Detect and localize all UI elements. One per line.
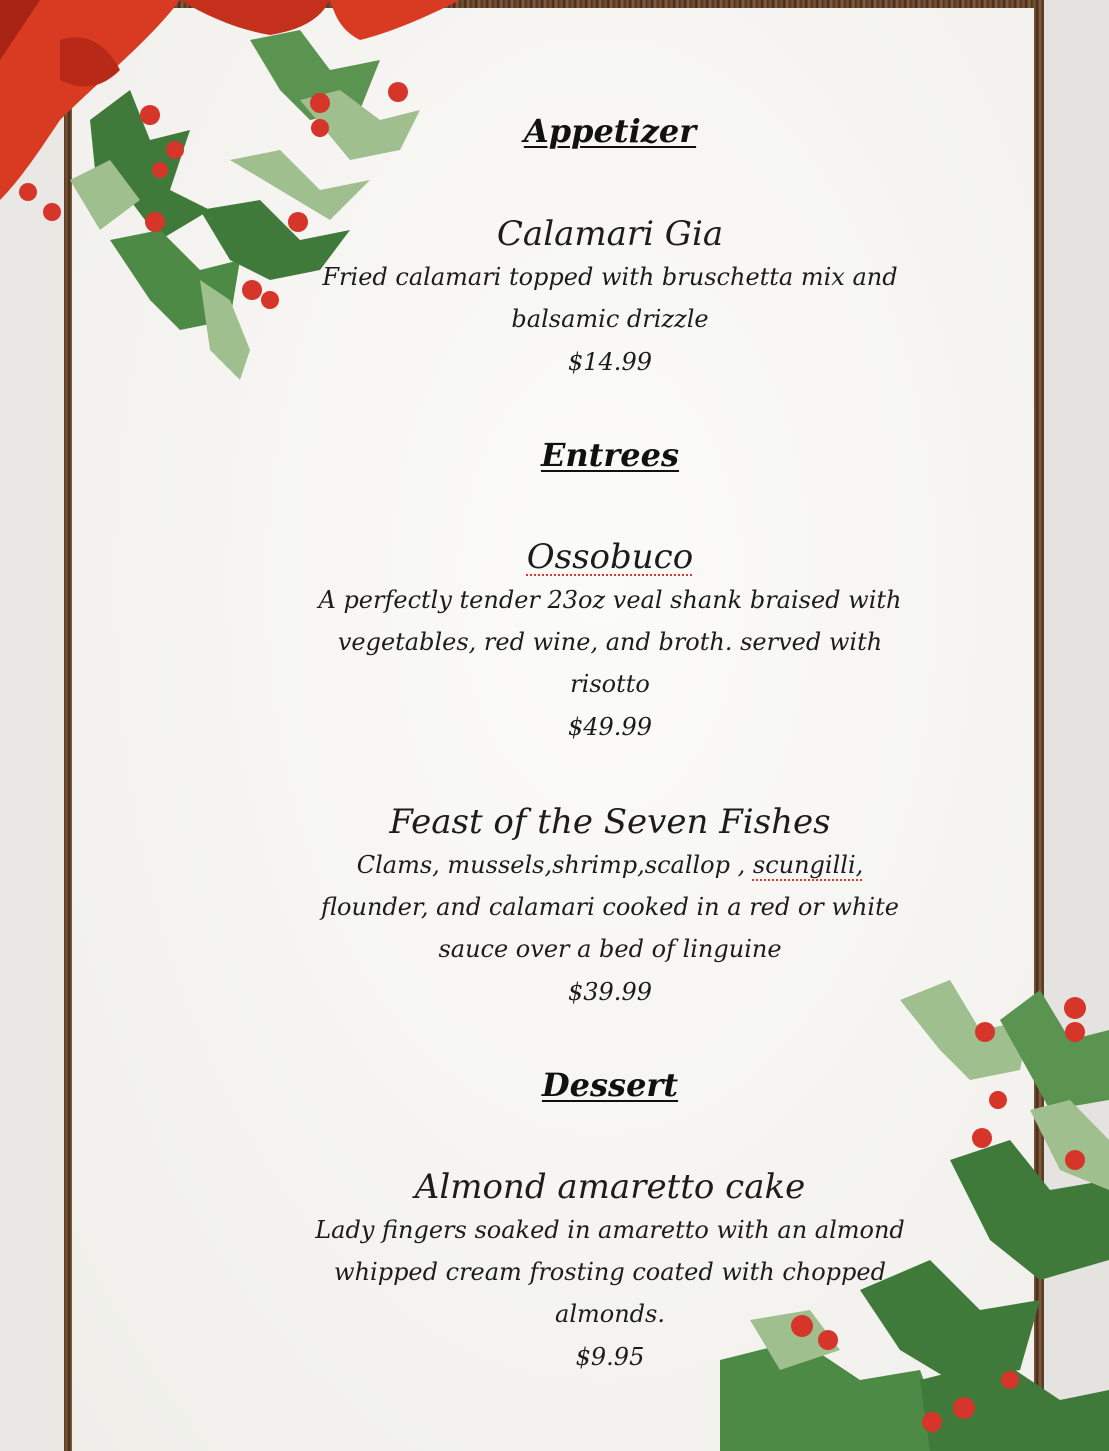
dish-description-part: Clams, mussels,shrimp,scallop ,: [356, 851, 753, 879]
dish-name: Feast of the Seven Fishes: [389, 802, 831, 842]
dish-description-flagged-word: scungilli,: [752, 851, 864, 879]
dish-name: Ossobuco: [526, 537, 694, 577]
dish-description: A perfectly tender 23oz veal shank braised with vegetables, red wine, and broth. served with risotto: [318, 586, 902, 698]
dish-name: Almond amaretto cake: [414, 1167, 806, 1207]
section-title-dessert: Dessert: [541, 1066, 679, 1104]
menu-item-almond-amaretto-cake: [300, 1165, 920, 1379]
menu-item-ossobuco: [300, 535, 920, 749]
dish-price: $14.99: [568, 348, 652, 376]
dish-price: $49.99: [568, 713, 652, 741]
dish-description: Fried calamari topped with bruschetta mix and balsamic drizzle: [322, 263, 898, 333]
section-title-entrees: Entrees: [540, 436, 680, 474]
menu-item-calamari-gia: [300, 212, 920, 384]
dish-price: $39.99: [568, 978, 652, 1006]
dish-description-part: flounder, and calamari cooked in a red or white sauce over a bed of linguine: [321, 893, 899, 963]
dish-price: $9.95: [575, 1343, 645, 1371]
dish-description: Lady fingers soaked in amaretto with an almond whipped cream frosting coated with chopped almonds.: [315, 1216, 905, 1328]
section-title-appetizer: Appetizer: [523, 112, 697, 150]
dish-description: [300, 844, 920, 970]
dish-name: Calamari Gia: [496, 214, 724, 254]
menu-item-feast-of-the-seven-fishes: [300, 800, 920, 1014]
